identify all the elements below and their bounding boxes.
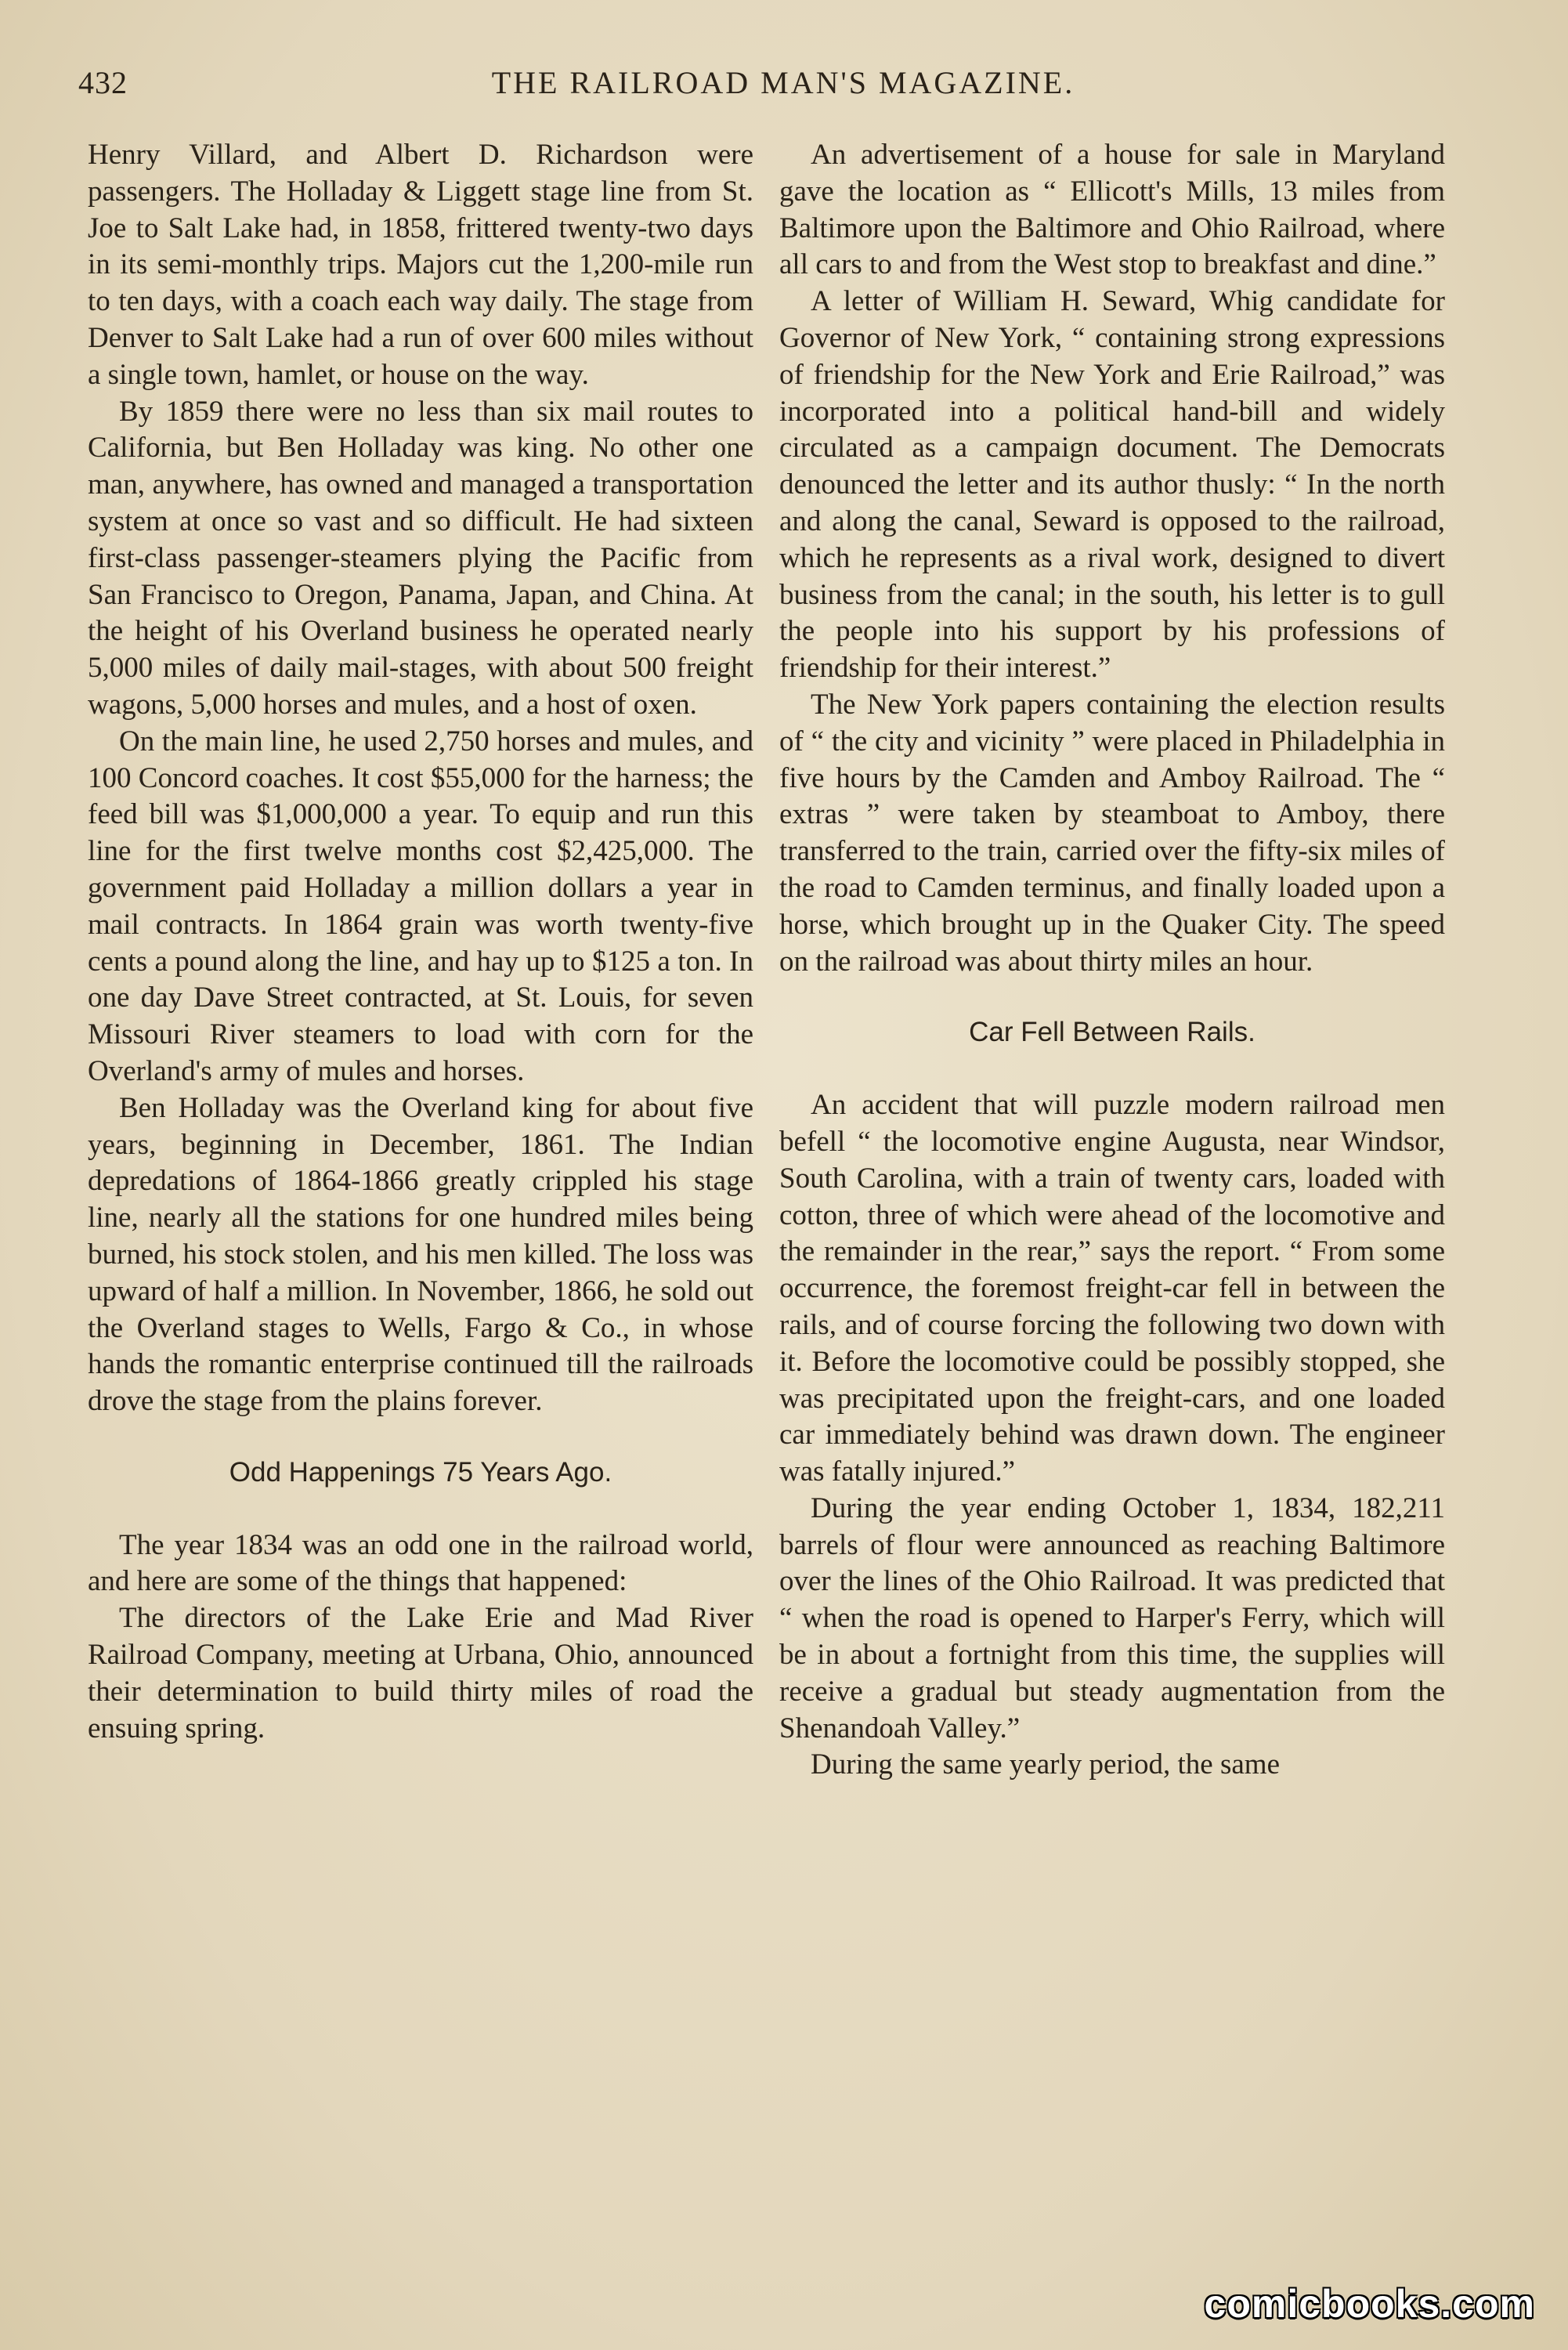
left-paragraph-6: The directors of the Lake Erie and Mad River Railroad Company, meeting at Urbana, Ohio, announced their determination to build thirty miles of road the ensuing spring. [88, 1602, 753, 1744]
right-paragraph-1: An advertisement of a house for sale in Maryland gave the location as “ Ellicott's Mills, 13 miles from Baltimore upon the Baltimore and Ohio Railroad, where all cars to and from the West stop to breakfast and dine.” [779, 139, 1445, 281]
page-number: 432 [78, 65, 128, 100]
left-paragraph-2: By 1859 there were no less than six mail routes to California, but Ben Holladay was king. No other one man, anywhere, has owned and managed a transportation system at once so vast and so difficult. He had sixteen first-class passenger-steamers plying the Pacific from San Francisco to Oregon, Panama, Japan, and China. At the height of his Overland business he operated nearly 5,000 miles of daily mail-stages, with about 500 freight wagons, 5,000 horses and mules, and a host of oxen. [88, 395, 753, 721]
running-title: THE RAILROAD MAN'S MAGAZINE. [491, 65, 1075, 100]
section-heading-odd-happenings: Odd Happenings 75 Years Ago. [229, 1456, 612, 1488]
left-paragraph-1: Henry Villard, and Albert D. Richardson were passengers. The Holladay & Liggett stage line from St. Joe to Salt Lake had, in 1858, frittered twenty-two days in its semi-monthly trips. Majors cut the 1,200-mile run to ten days, with a coach each way daily. The stage from Denver to Salt Lake had a run of over 600 miles without a single town, hamlet, or house on the way. [88, 139, 753, 391]
right-paragraph-2: A letter of William H. Seward, Whig candidate for Governor of New York, “ containing strong expressions of friendship for the New York and Erie Railroad,” was incorporated into a political hand-bill and widely circulated as a campaign document. The Democrats denounced the letter and its author thusly: “ In the north and along the canal, Seward is opposed to the railroad, which he represents as a rival work, designed to divert business from the canal; in the south, his letter is to gull the people into his support by his professions of friendship for their interest.” [779, 285, 1445, 685]
left-column [88, 137, 753, 1747]
section-heading-car-fell: Car Fell Between Rails. [969, 1017, 1255, 1048]
right-paragraph-3: The New York papers containing the election results of “ the city and vicinity ” were placed in Philadelphia in five hours by the Camden and Amboy Railroad. The “ extras ” were taken by steamboat to Amboy, there transferred to the train, carried over the fifty-six miles of the road to Camden terminus, and finally loaded upon a horse, which brought up in the Quaker City. The speed on the railroad was about thirty miles an hour. [779, 688, 1445, 978]
right-column [779, 137, 1445, 1784]
watermark-logo: comicbooks.com [1204, 2282, 1535, 2326]
right-paragraph-6: During the same yearly period, the same [811, 1748, 1280, 1781]
left-paragraph-5: The year 1834 was an odd one in the railroad world, and here are some of the things that happened: [88, 1528, 753, 1598]
left-paragraph-4: Ben Holladay was the Overland king for about five years, beginning in December, 1861. The Indian depredations of 1864-1866 greatly crippled his stage line, nearly all the stations for one hundred miles being burned, his stock stolen, and his men killed. The loss was upward of half a million. In November, 1866, he sold out the Overland stages to Wells, Fargo & Co., in whose hands the romantic enterprise continued till the railroads drove the stage from the plains forever. [88, 1091, 753, 1418]
right-paragraph-4: An accident that will puzzle modern railroad men befell “ the locomotive engine Augusta, near Windsor, South Carolina, with a train of twenty cars, loaded with cotton, three of which were ahead of the locomotive and the remainder in the rear,” says the report. “ From some occurrence, the foremost freight-car fell in between the rails, and of course forcing the following two down with it. Before the locomotive could be possibly stopped, she was precipitated upon the freight-cars, and one loaded car immediately behind was drawn down. The engineer was fatally injured.” [779, 1089, 1445, 1488]
left-paragraph-3: On the main line, he used 2,750 horses and mules, and 100 Concord coaches. It cost $55,000 for the harness; the feed bill was $1,000,000 a year. To equip and run this line for the first twelve months cost $2,425,000. The government paid Holladay a million dollars a year in mail contracts. In 1864 grain was worth twenty-five cents a pound along the line, and hay up to $125 a ton. In one day Dave Street contracted, at St. Louis, for seven Missouri River steamers to load with corn for the Overland's army of mules and horses. [88, 725, 753, 1087]
page-header [78, 64, 1488, 111]
right-paragraph-5: During the year ending October 1, 1834, 182,211 barrels of flour were announced as reaching Baltimore over the lines of the Ohio Railroad. It was predicted that “ when the road is opened to Harper's Ferry, which will be in about a fortnight from this time, the supplies will receive a gradual but steady augmentation from the Shenandoah Valley.” [779, 1491, 1445, 1744]
